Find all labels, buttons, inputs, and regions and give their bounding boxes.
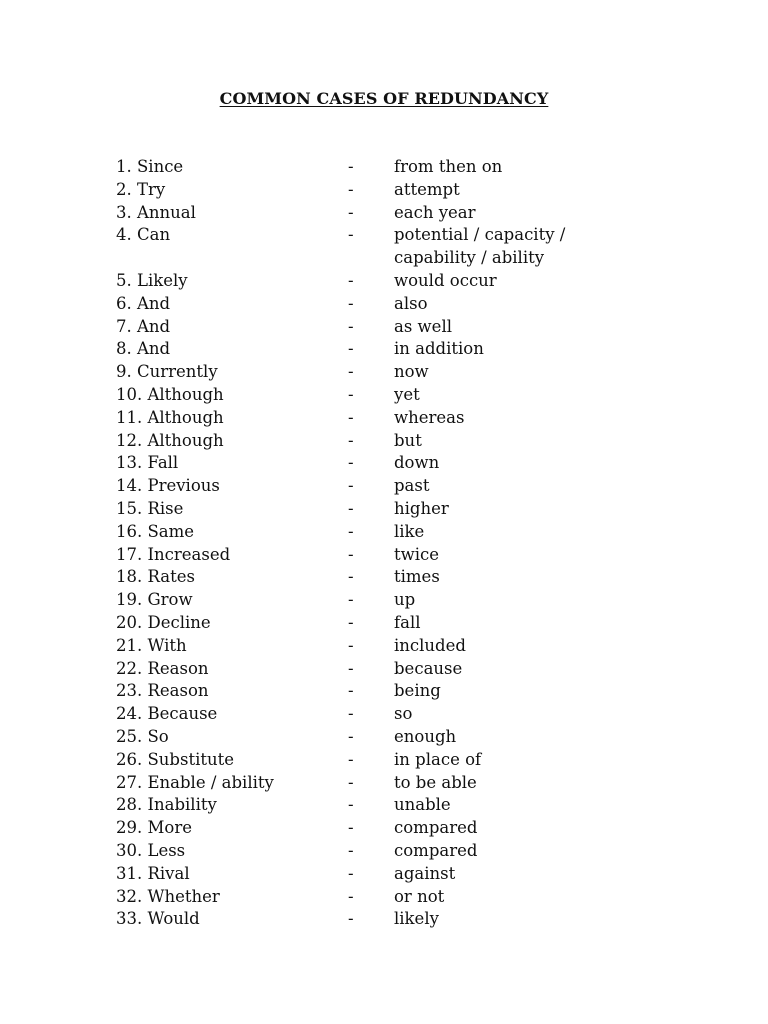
list-item (0, 293, 768, 316)
entry-meaning: would occur (394, 270, 497, 290)
list-item (0, 635, 768, 658)
entry-term: 14. Previous (116, 476, 220, 496)
list-item (0, 886, 768, 909)
entry-separator: - (348, 339, 354, 359)
entry-separator: - (348, 179, 354, 199)
entry-term: 5. Likely (116, 270, 188, 290)
list-item (0, 179, 768, 202)
entry-term: 12. Although (116, 430, 224, 450)
entry-term: 2. Try (116, 179, 166, 199)
entry-term: 3. Annual (116, 202, 196, 222)
entry-meaning: as well (394, 316, 452, 336)
entry-separator: - (348, 658, 354, 678)
entry-separator: - (348, 225, 354, 245)
list-item (0, 156, 768, 179)
list-item (0, 361, 768, 384)
page-title-text: COMMON CASES OF REDUNDANCY (219, 89, 549, 108)
entry-meaning: from then on (394, 157, 503, 176)
entry-separator: - (348, 407, 354, 427)
entry-separator: - (348, 544, 354, 564)
entry-separator: - (348, 840, 354, 860)
entry-term: 16. Same (116, 521, 195, 541)
list-item (0, 430, 768, 453)
list-item (0, 726, 768, 749)
redundancy-list (0, 156, 768, 931)
entry-term: 13. Fall (116, 453, 179, 473)
entry-term: 9. Currently (116, 362, 218, 382)
list-item (0, 749, 768, 772)
list-item (0, 863, 768, 886)
entry-meaning: down (394, 453, 440, 473)
entry-separator: - (348, 430, 354, 450)
entry-separator: - (348, 476, 354, 496)
list-item (0, 407, 768, 430)
list-item (0, 772, 768, 795)
entry-term: 17. Increased (116, 544, 231, 564)
list-item (0, 521, 768, 544)
entry-meaning: like (394, 521, 425, 541)
entry-separator: - (348, 909, 354, 929)
entry-term: 27. Enable / ability (116, 772, 274, 792)
entry-term: 8. And (116, 339, 171, 359)
entry-term: 7. And (116, 316, 171, 336)
entry-separator: - (348, 270, 354, 290)
list-item (0, 475, 768, 498)
entry-separator: - (348, 293, 354, 313)
entry-meaning: past (394, 476, 430, 496)
entry-meaning: higher (394, 498, 449, 518)
entry-meaning: but (394, 430, 422, 450)
entry-meaning: in addition (394, 339, 484, 359)
list-item (0, 908, 768, 931)
list-item (0, 840, 768, 863)
entry-meaning: likely (394, 909, 439, 929)
entry-term: 25. So (116, 726, 169, 746)
list-item (0, 202, 768, 225)
entry-term: 20. Decline (116, 612, 211, 632)
entry-separator: - (348, 863, 354, 883)
entry-term: 18. Rates (116, 567, 195, 587)
entry-meaning: unable (394, 795, 451, 815)
entry-term: 24. Because (116, 704, 218, 724)
entry-meaning: attempt (394, 179, 460, 199)
entry-separator: - (348, 453, 354, 473)
list-item (0, 680, 768, 703)
entry-meaning: now (394, 362, 429, 382)
entry-term: 6. And (116, 293, 171, 313)
entry-meaning: also (394, 293, 428, 313)
entry-separator: - (348, 704, 354, 724)
entry-separator: - (348, 772, 354, 792)
entry-term: 23. Reason (116, 681, 209, 701)
entry-term: 15. Rise (116, 498, 184, 518)
list-item (0, 612, 768, 635)
entry-term: 1. Since (116, 157, 184, 176)
entry-meaning: compared (394, 840, 478, 860)
entry-term: 22. Reason (116, 658, 209, 678)
list-item (0, 270, 768, 293)
entry-term: 30. Less (116, 840, 186, 860)
entry-term: 19. Grow (116, 590, 193, 610)
entry-meaning: up (394, 590, 416, 610)
list-item (0, 316, 768, 339)
list-item (0, 338, 768, 361)
entry-separator: - (348, 749, 354, 769)
entry-term: 28. Inability (116, 795, 217, 815)
entry-term: 21. With (116, 635, 187, 655)
entry-meaning: against (394, 863, 456, 883)
list-item (0, 224, 768, 270)
entry-separator: - (348, 635, 354, 655)
list-item (0, 589, 768, 612)
entry-term: 11. Although (116, 407, 224, 427)
entry-term: 29. More (116, 818, 192, 838)
entry-meaning: yet (394, 384, 420, 404)
page-title (0, 89, 768, 108)
entry-meaning: so (394, 704, 413, 724)
entry-meaning: being (394, 681, 441, 701)
entry-separator: - (348, 498, 354, 518)
list-item (0, 794, 768, 817)
entry-term: 31. Rival (116, 863, 190, 883)
entry-meaning: whereas (394, 407, 465, 427)
entry-separator: - (348, 681, 354, 701)
list-item (0, 452, 768, 475)
entry-separator: - (348, 521, 354, 541)
entry-separator: - (348, 157, 354, 176)
entry-meaning: enough (394, 726, 457, 746)
list-item (0, 703, 768, 726)
entry-separator: - (348, 886, 354, 906)
entry-meaning: to be able (394, 772, 477, 792)
entry-separator: - (348, 567, 354, 587)
entry-meaning: in place of (394, 749, 482, 769)
entry-term: 26. Substitute (116, 749, 235, 769)
entry-separator: - (348, 362, 354, 382)
entry-separator: - (348, 612, 354, 632)
list-item (0, 658, 768, 681)
entry-separator: - (348, 202, 354, 222)
list-item (0, 498, 768, 521)
entry-meaning: or not (394, 886, 445, 906)
list-item (0, 544, 768, 567)
entry-meaning: times (394, 567, 440, 587)
entry-separator: - (348, 384, 354, 404)
entry-term: 4. Can (116, 225, 171, 245)
list-item (0, 817, 768, 840)
entry-separator: - (348, 818, 354, 838)
entry-term: 32. Whether (116, 886, 220, 906)
entry-separator: - (348, 590, 354, 610)
entry-meaning: included (394, 635, 466, 655)
entry-meaning: each year (394, 202, 476, 222)
entry-term: 10. Although (116, 384, 224, 404)
entry-separator: - (348, 726, 354, 746)
entry-meaning: twice (394, 544, 440, 564)
entry-separator: - (348, 795, 354, 815)
entry-meaning: fall (394, 612, 421, 632)
entry-meaning: because (394, 658, 463, 678)
entry-term: 33. Would (116, 909, 200, 929)
list-item (0, 566, 768, 589)
entry-separator: - (348, 316, 354, 336)
entry-meaning: potential / capacity / capability / ability (394, 225, 566, 268)
entry-meaning: compared (394, 818, 478, 838)
list-item (0, 384, 768, 407)
